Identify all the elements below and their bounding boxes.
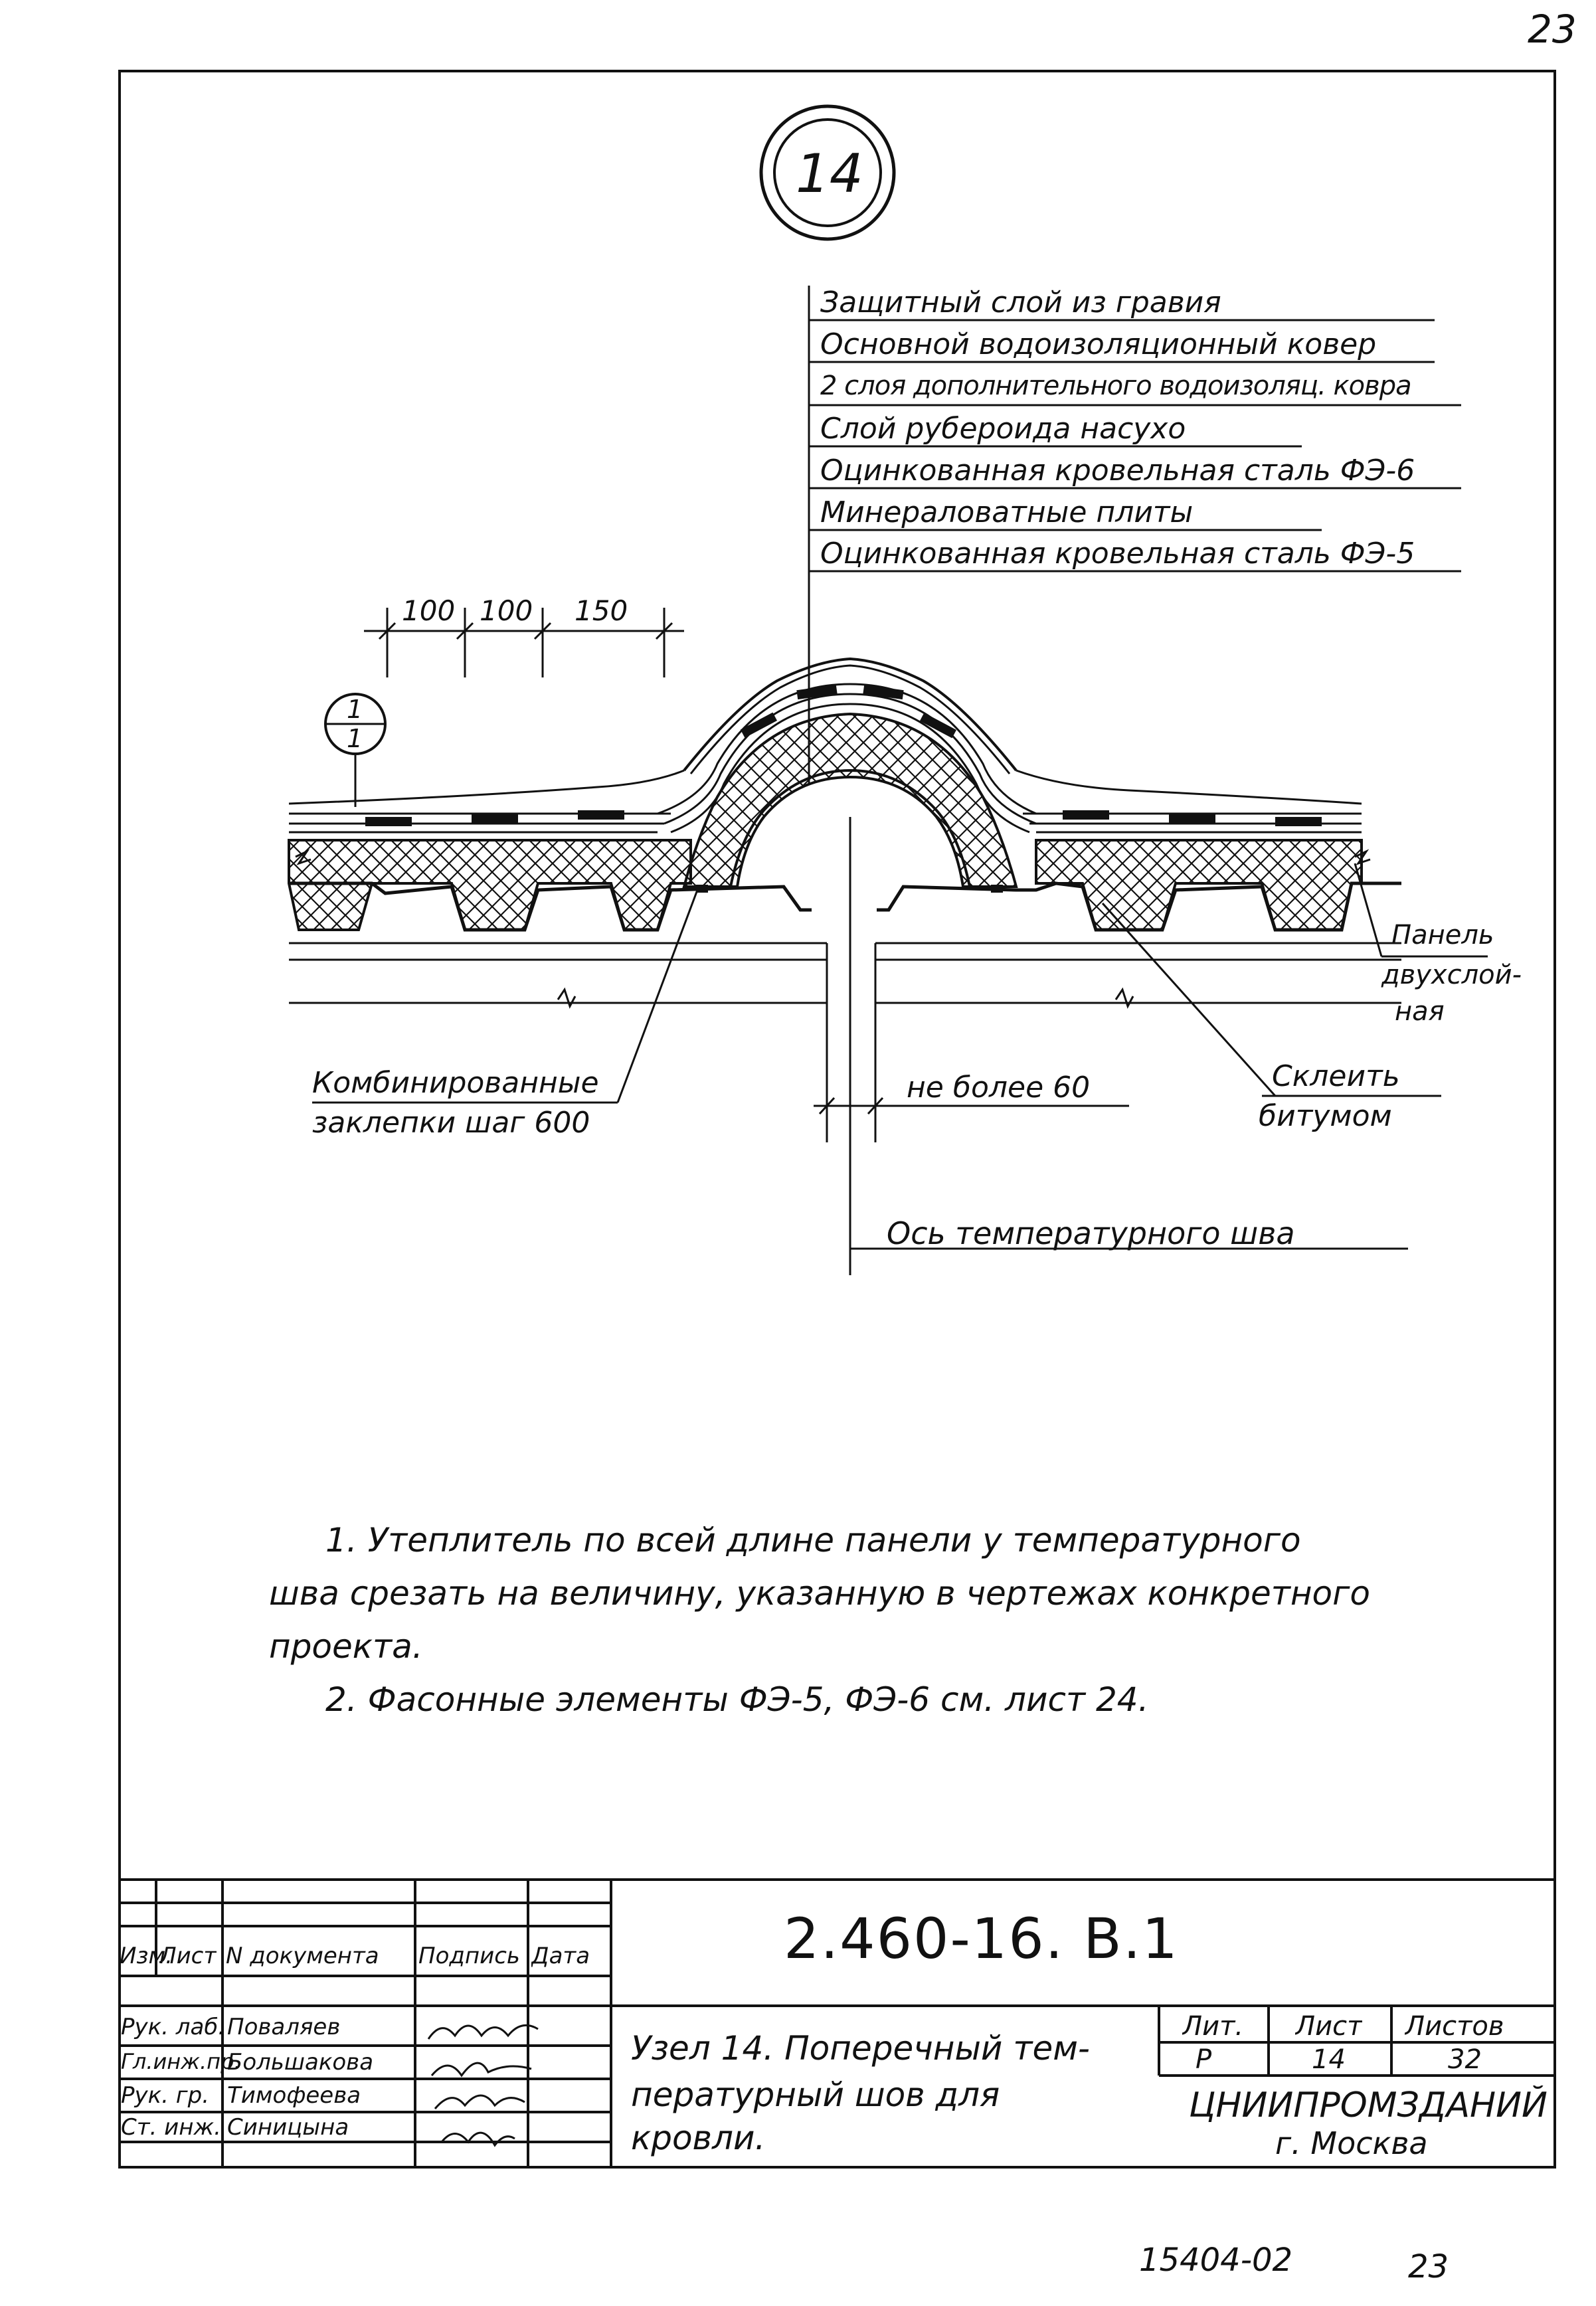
list-value: 14 — [1312, 2044, 1346, 2075]
organization-name: ЦНИИПРОМЗДАНИЙ — [1189, 2085, 1548, 2125]
dimension-1: 100 — [402, 594, 456, 627]
role-1: Рук. лаб. — [121, 2014, 226, 2040]
listov-label: Листов — [1405, 2011, 1504, 2042]
panel-label-2: двухслой- — [1381, 960, 1522, 990]
note-1-line-3: проекта. — [269, 1627, 423, 1666]
layer-label-1: Защитный слой из гравия — [820, 286, 1221, 319]
layer-label-6: Минераловатные плиты — [820, 495, 1194, 529]
gap-label: не более 60 — [907, 1071, 1091, 1105]
glue-label-2: битумом — [1259, 1099, 1392, 1133]
header-ndoc: N документа — [226, 1943, 379, 1969]
rivets-label-1: Комбинированные — [312, 1066, 599, 1100]
section-mark-top: 1 — [347, 695, 363, 724]
header-izm: Изм. — [120, 1943, 173, 1969]
section-mark-bottom: 1 — [347, 724, 363, 753]
page-number: 23 — [1528, 7, 1577, 52]
archive-number: 15404-02 — [1139, 2242, 1293, 2279]
axis-label: Ось температурного шва — [887, 1215, 1295, 1251]
name-4: Синицына — [227, 2114, 349, 2141]
role-2: Гл.инж.пр. — [121, 2049, 241, 2074]
dimension-3: 150 — [575, 594, 628, 627]
role-3: Рук. гр. — [121, 2082, 210, 2109]
listov-value: 32 — [1448, 2044, 1482, 2075]
rivets-label-2: заклепки шаг 600 — [312, 1106, 590, 1140]
sheet-title-line-1: Узел 14. Поперечный тем- — [631, 2029, 1090, 2068]
panel-label-1: Панель — [1391, 920, 1494, 950]
header-podpis: Подпись — [418, 1943, 520, 1969]
glue-label-1: Склеить — [1272, 1059, 1400, 1093]
name-1: Поваляев — [227, 2014, 341, 2040]
layer-label-3: 2 слоя дополнительного водоизоляц. ковра — [820, 371, 1411, 401]
document-code: 2.460-16. В.1 — [784, 1906, 1179, 1971]
dimension-2: 100 — [480, 594, 533, 627]
header-list: Лист — [159, 1943, 217, 1969]
name-3: Тимофеева — [227, 2082, 361, 2109]
footer-sheet-number: 23 — [1408, 2248, 1449, 2285]
layer-label-5: Оцинкованная кровельная сталь ФЭ-6 — [820, 454, 1415, 488]
sheet-title-line-3: кровли. — [631, 2119, 766, 2157]
detail-number: 14 — [796, 143, 863, 205]
name-2: Большакова — [227, 2049, 374, 2076]
list-label: Лист — [1295, 2011, 1363, 2042]
note-2: 2. Фасонные элементы ФЭ-5, ФЭ-6 см. лист 24. — [325, 1680, 1149, 1719]
note-1-line-2: шва срезать на величину, указанную в чертежах конкретного — [269, 1574, 1370, 1613]
organization-city: г. Москва — [1275, 2125, 1428, 2161]
sheet-title-line-2: пературный шов для — [631, 2076, 1000, 2114]
role-4: Ст. инж. — [121, 2114, 221, 2141]
note-1-line-1: 1. Утеплитель по всей длине панели у температурного — [325, 1521, 1301, 1559]
arch-compensator — [658, 659, 1036, 1275]
signatures — [415, 2006, 548, 2172]
header-data: Дата — [531, 1943, 590, 1969]
layer-label-4: Слой рубероида насухо — [820, 412, 1186, 446]
panel-label-3: ная — [1395, 996, 1445, 1027]
layer-label-7: Оцинкованная кровельная сталь ФЭ-5 — [820, 537, 1415, 571]
lit-value: Р — [1196, 2044, 1212, 2075]
layer-label-2: Основной водоизоляционный ковер — [820, 327, 1377, 361]
lit-label: Лит. — [1182, 2011, 1244, 2042]
